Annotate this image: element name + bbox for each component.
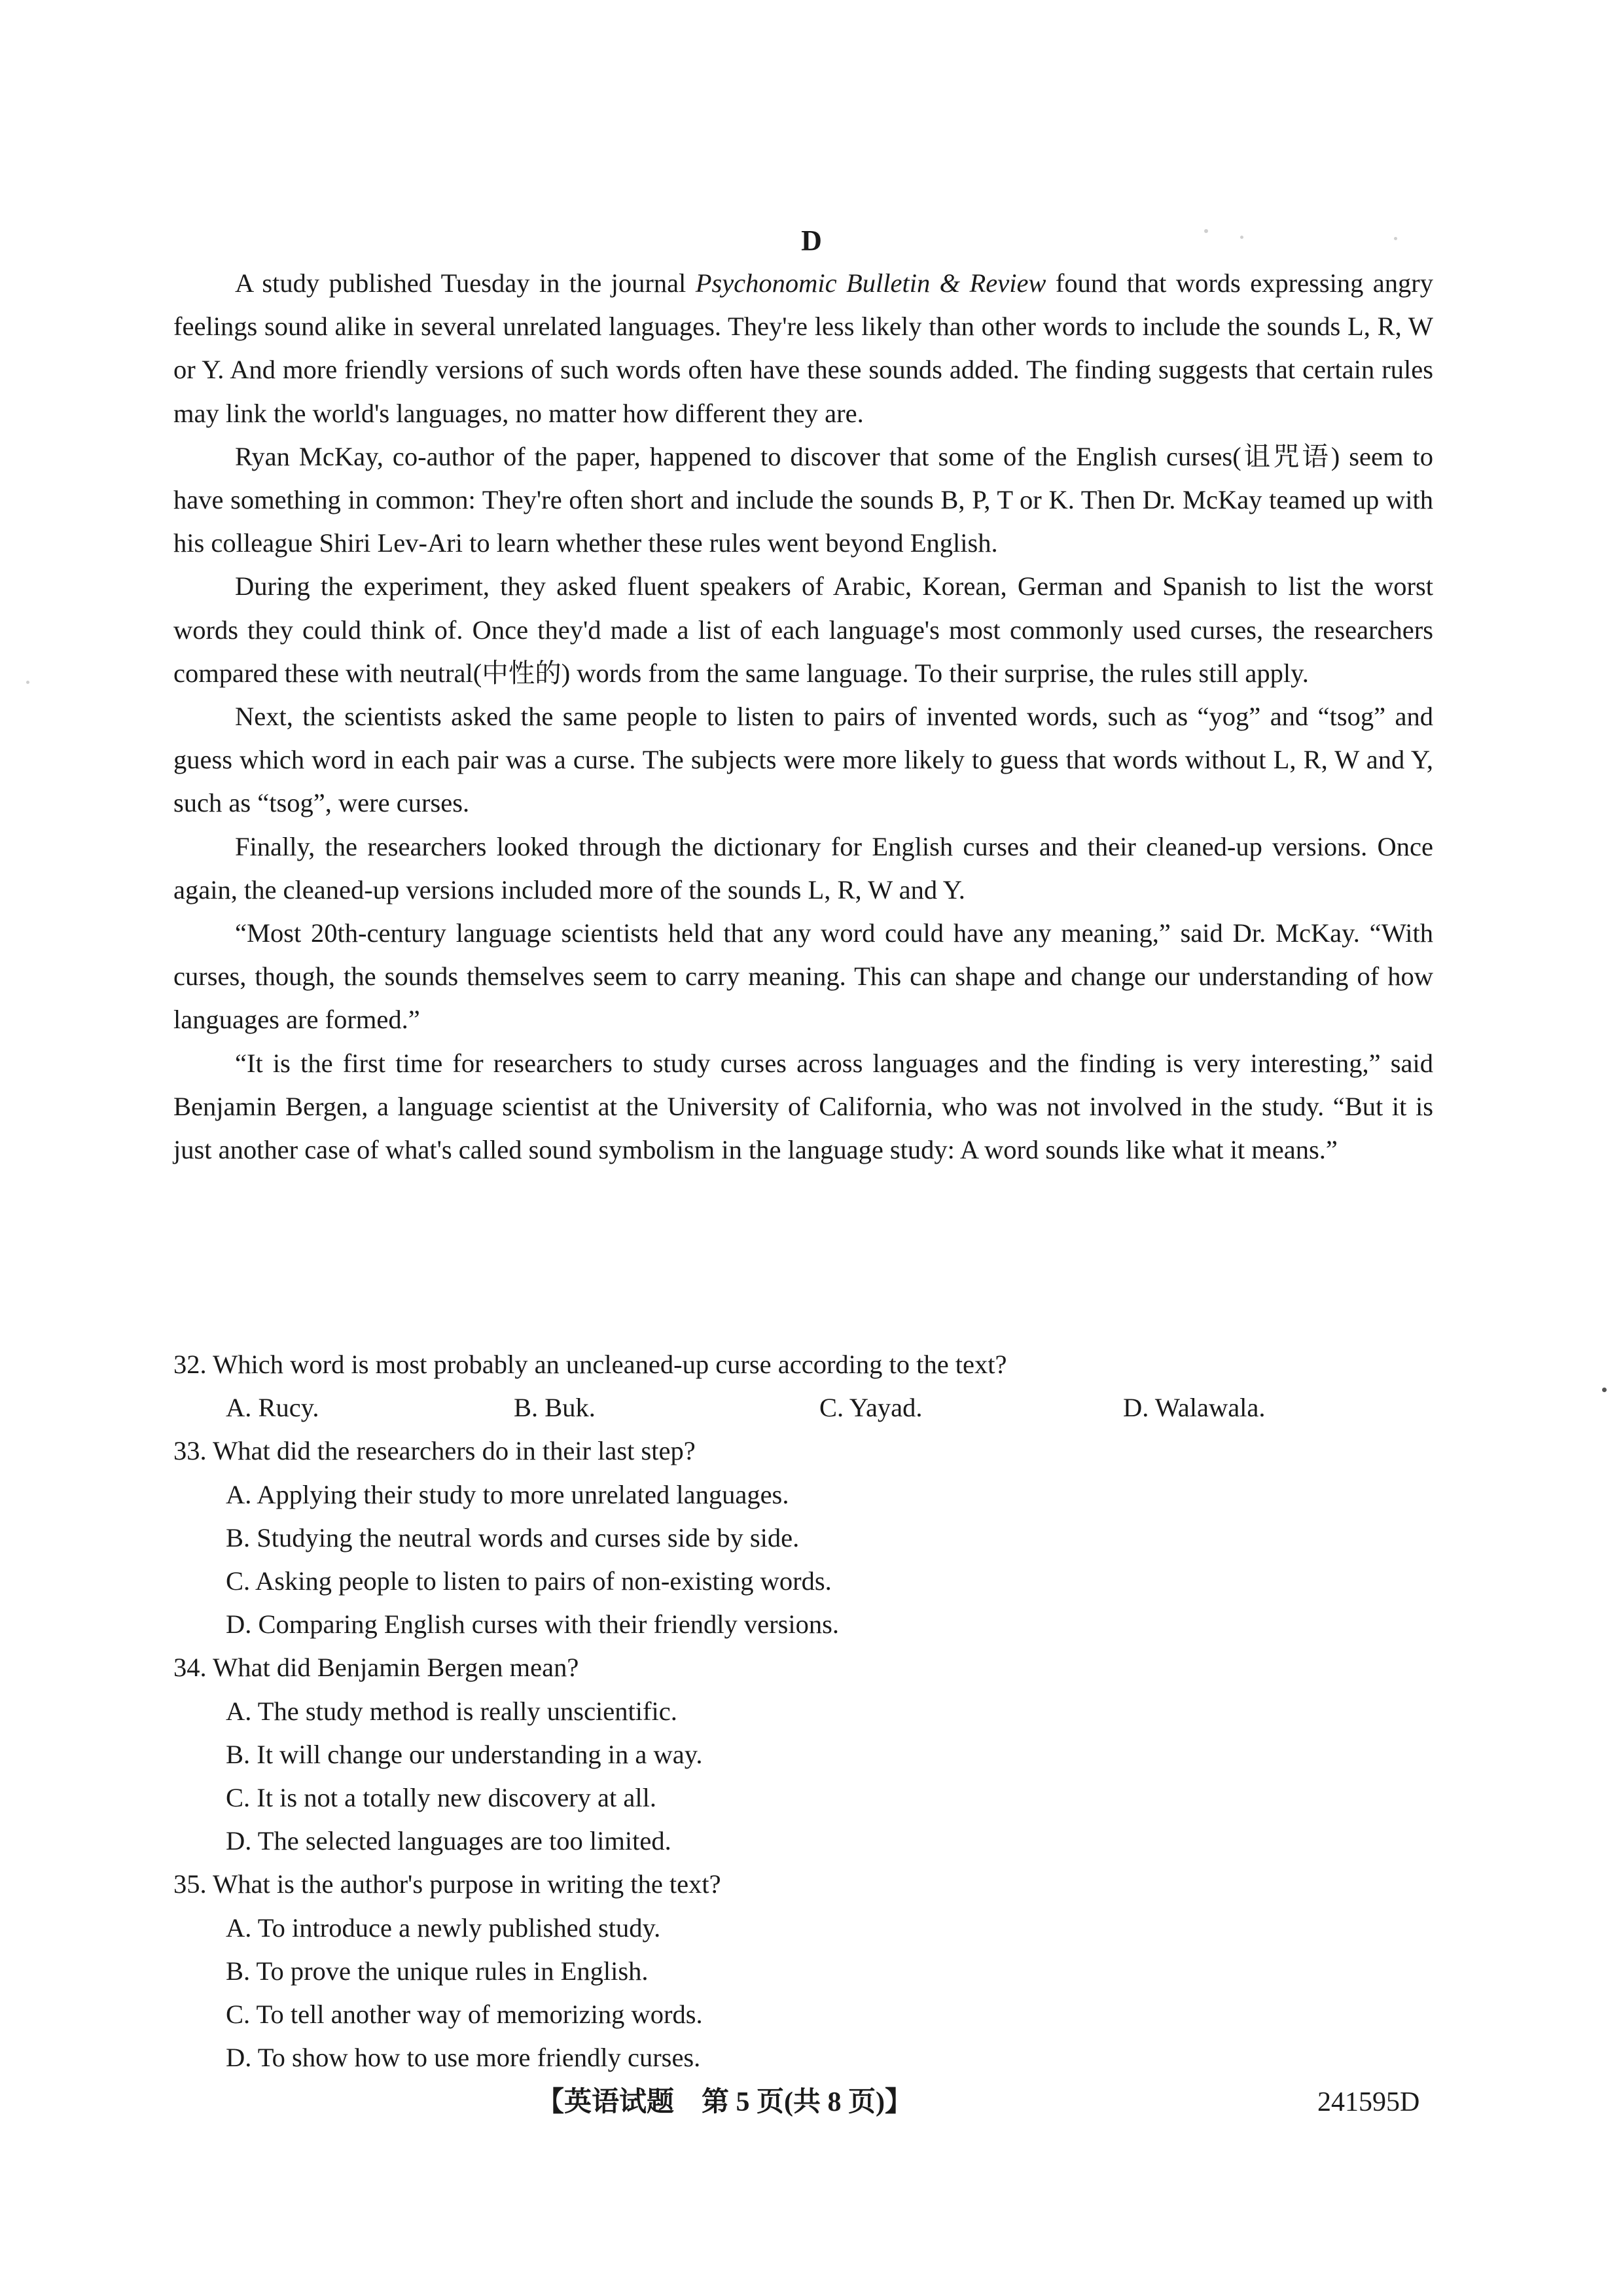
paragraph-5: Finally, the researchers looked through the dictionary for English curses and their cleaned-up versions. Once again, the cleaned-up versions included more of the sounds L, R, W and Y.	[173, 831, 1433, 905]
option-c: C. It is not a totally new discovery at all.	[226, 1783, 656, 1813]
scan-speck	[26, 681, 29, 684]
paragraph-1	[173, 262, 1433, 435]
footer-code: 241595D	[1317, 2087, 1420, 2117]
option-c: C. Asking people to listen to pairs of non-existing words.	[226, 1566, 832, 1596]
option-b: B. It will change our understanding in a way.	[226, 1739, 703, 1769]
option-d: D. The selected languages are too limited.	[226, 1826, 671, 1856]
paragraph-6: “Most 20th-century language scientists held that any word could have any meaning,” said Dr. McKay. “With curses, though, the sounds themselves seem to carry meaning. This can shape and change our understanding of how languages are formed.”	[173, 918, 1433, 1035]
option-b: B. Buk.	[514, 1393, 596, 1423]
page-footer	[0, 2083, 1623, 2122]
question-32	[173, 1343, 1433, 1429]
paragraph-1-body: found that words expressing angry feelings sound alike in several unrelated languages. They're less likely than other words to include the sounds L, R, W or Y. And more friendly versions of such words often have these sounds added. The finding suggests that certain rules may link the world's languages, no matter how different they are.	[173, 268, 1434, 428]
question-list	[173, 1343, 1433, 2079]
option-c: C. Yayad.	[819, 1393, 923, 1423]
journal-name: Psychonomic Bulletin & Review	[695, 268, 1046, 298]
reading-passage	[173, 262, 1433, 1172]
scan-speck	[1204, 229, 1208, 233]
scan-speck	[1394, 237, 1397, 240]
question-stem: 33. What did the researchers do in their last step?	[173, 1436, 696, 1466]
paragraph-3: During the experiment, they asked fluent speakers of Arabic, Korean, German and Spanish to list the worst words they could think of. Once they'd made a list of each language's most commonly used curses, the researchers compared these with neutral(中性的) words from the same language. To their surprise, the rules still apply.	[173, 571, 1433, 688]
option-d: D. To show how to use more friendly curses.	[226, 2043, 701, 2073]
option-d: D. Comparing English curses with their friendly versions.	[226, 1609, 839, 1640]
option-a: A. The study method is really unscientific.	[226, 1696, 677, 1726]
scan-speck	[1602, 1388, 1607, 1392]
paragraph-4: Next, the scientists asked the same people to listen to pairs of invented words, such as “yog” and “tsog” and guess which word in each pair was a curse. The subjects were more likely to guess that words without L, R, W and Y, such as “tsog”, were curses.	[173, 702, 1433, 818]
option-a: A. Rucy.	[226, 1393, 319, 1423]
question-stem: 35. What is the author's purpose in writing the text?	[173, 1869, 721, 1899]
question-33	[173, 1429, 1433, 1646]
section-letter: D	[801, 224, 822, 257]
scan-speck	[1240, 236, 1243, 239]
question-stem: 34. What did Benjamin Bergen mean?	[173, 1653, 579, 1683]
paragraph-7: “It is the first time for researchers to study curses across languages and the finding is very interesting,” said Benjamin Bergen, a language scientist at the University of California, who was not involved in the study. “But it is just another case of what's called sound symbolism in the language study: A word sounds like what it means.”	[173, 1048, 1433, 1165]
option-b: B. To prove the unique rules in English.	[226, 1956, 649, 1986]
question-34	[173, 1646, 1433, 1863]
question-35	[173, 1863, 1433, 2079]
option-c: C. To tell another way of memorizing words.	[226, 2000, 703, 2030]
option-b: B. Studying the neutral words and curses side by side.	[226, 1522, 800, 1552]
paragraph-2: Ryan McKay, co-author of the paper, happened to discover that some of the English curses(诅咒语) seem to have something in common: They're often short and include the sounds B, P, T or K. Then Dr. McKay teamed up with his colleague Shiri Lev-Ari to learn whether these rules went beyond English.	[173, 441, 1433, 558]
option-row	[173, 1386, 1433, 1429]
option-d: D. Walawala.	[1123, 1393, 1266, 1423]
option-a: A. Applying their study to more unrelated languages.	[226, 1479, 789, 1509]
footer-title: 【英语试题 第 5 页(共 8 页)】	[537, 2087, 912, 2117]
option-a: A. To introduce a newly published study.	[226, 1912, 661, 1943]
paragraph-1-intro: A study published Tuesday in the journal	[235, 268, 696, 298]
question-stem: 32. Which word is most probably an uncleaned-up curse according to the text?	[173, 1350, 1007, 1379]
